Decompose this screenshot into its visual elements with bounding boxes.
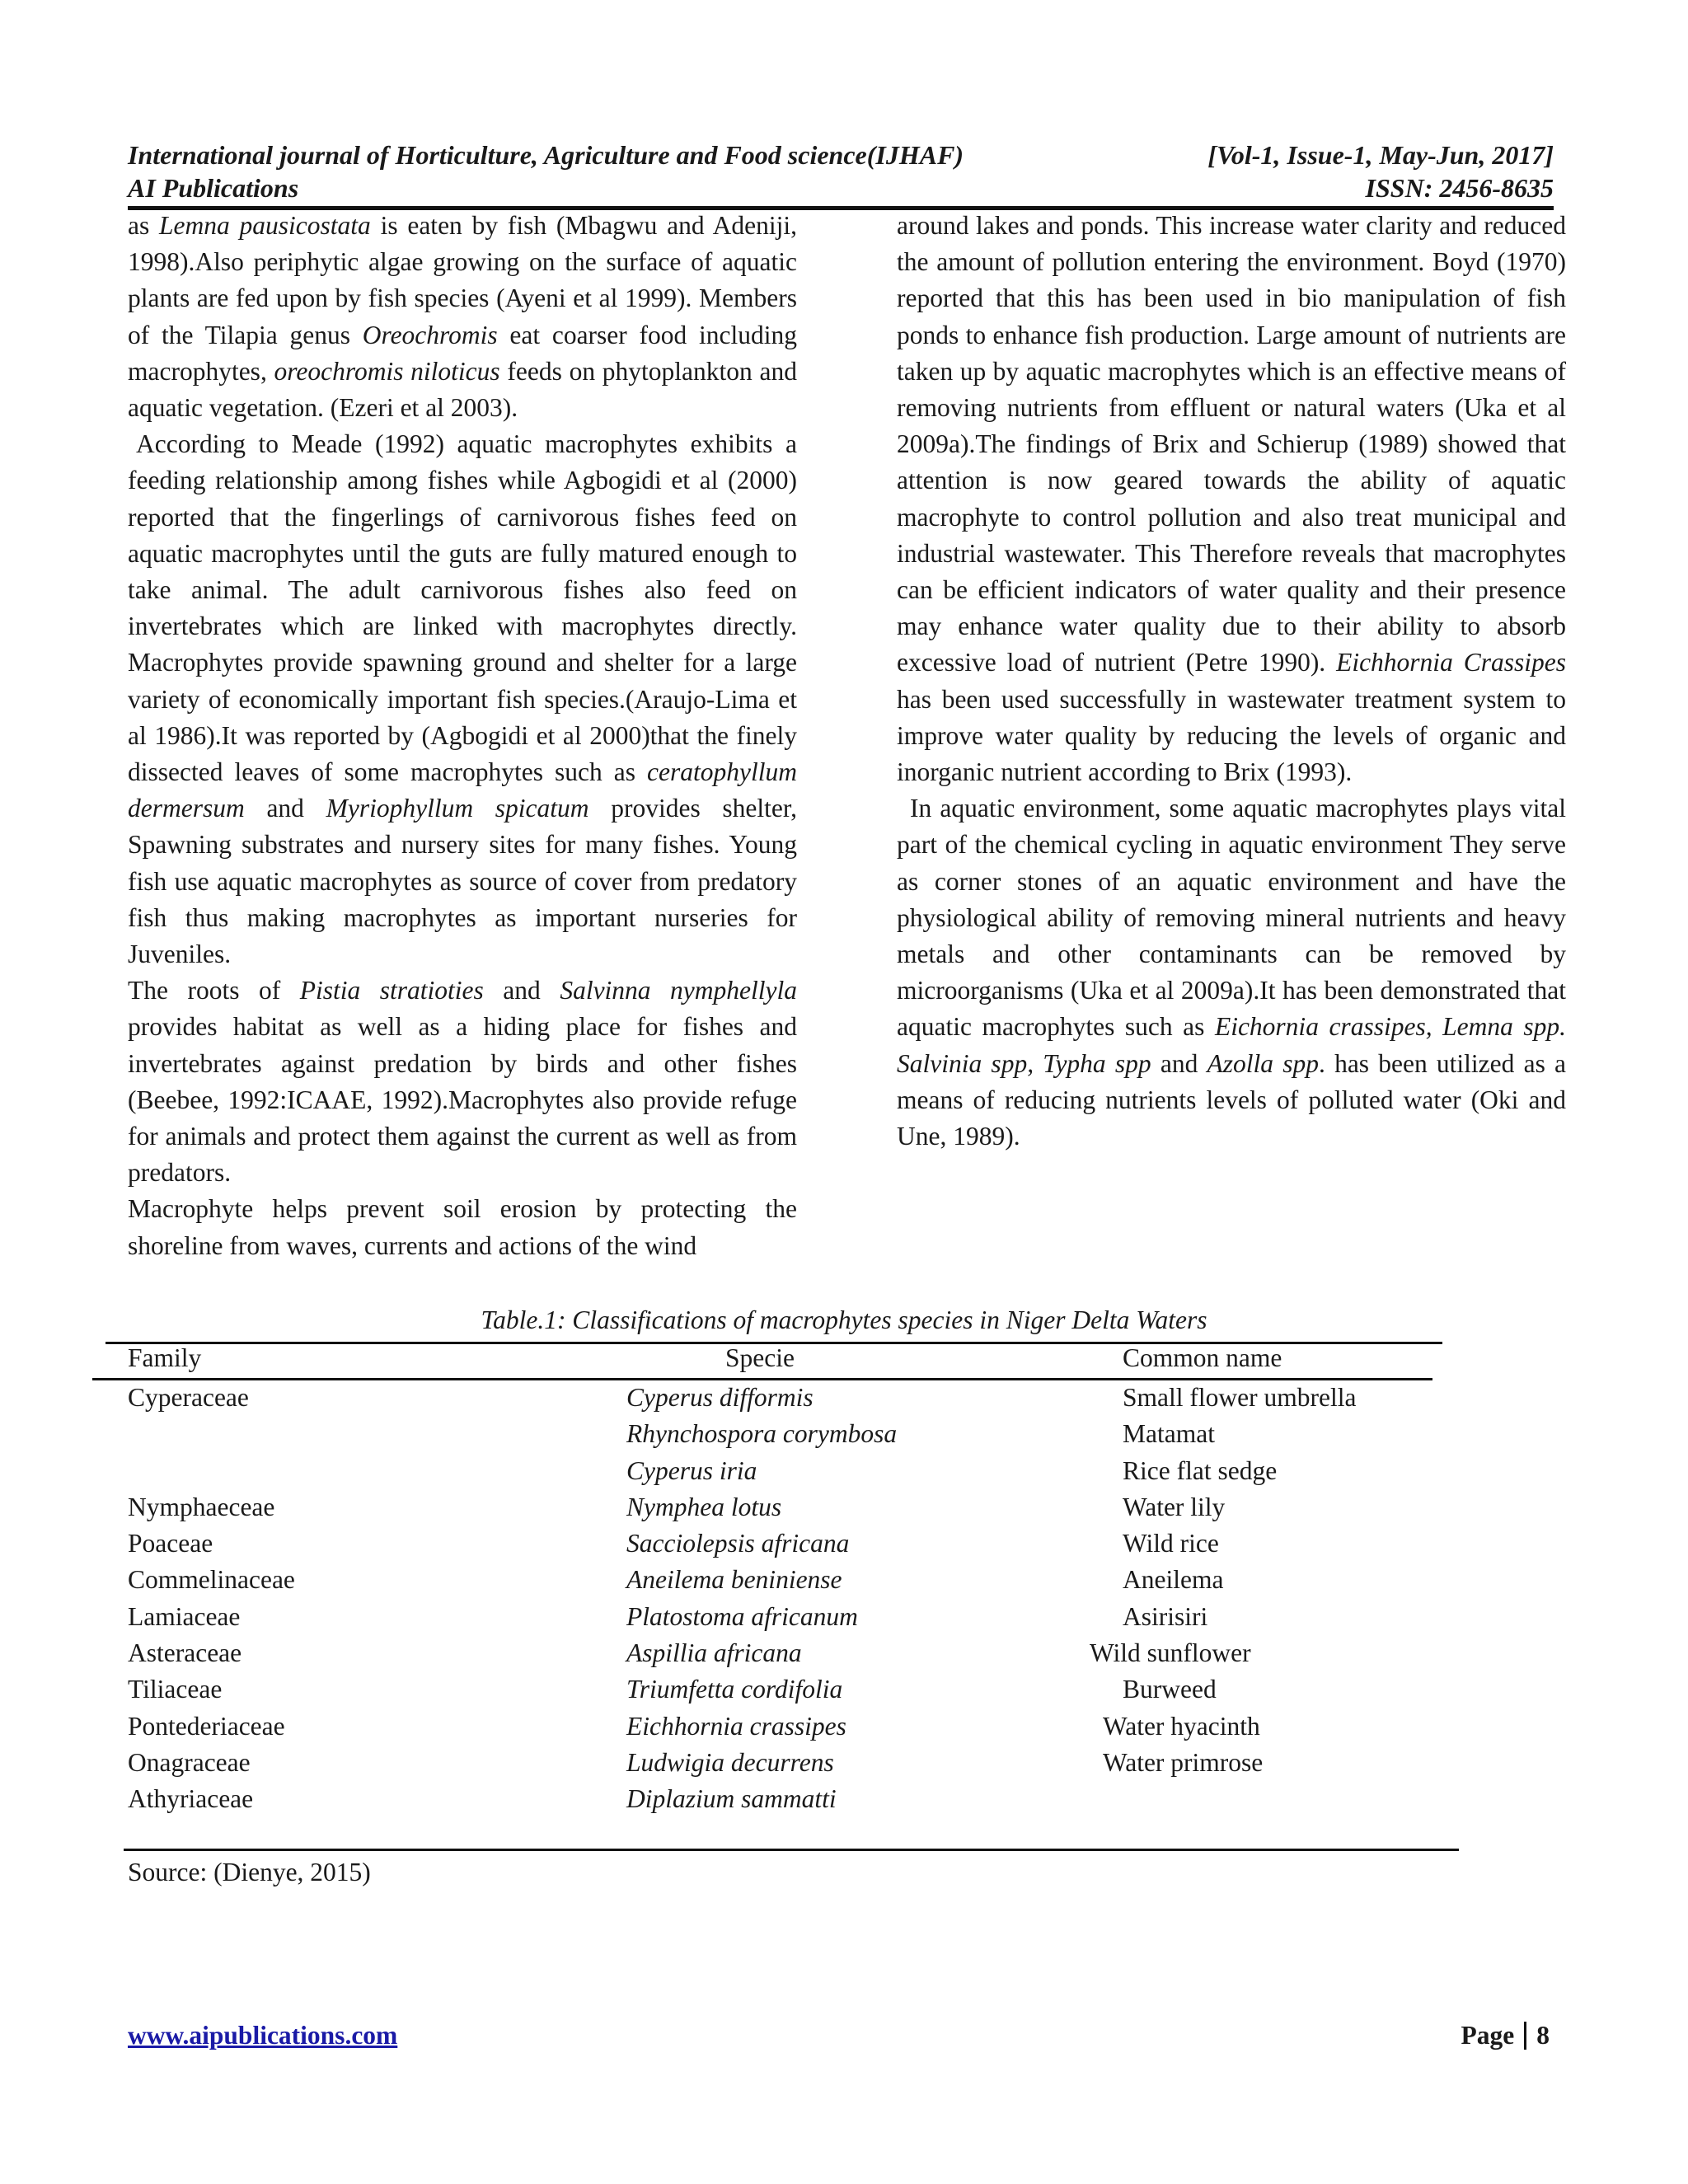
page-separator [1524, 2022, 1526, 2050]
left-paragraph-1: as Lemna pausicostata is eaten by fish (Mbagwu and Adeniji, 1998).Also periphytic algae growing on the surface of aquatic plants are fed upon by fish species (Ayeni et al 1999). Members of the Tilapia genus Oreochromis eat coarser food including macrophytes, oreochromis niloticus feeds on phytoplankton and aquatic vegetation. (Ezeri et al 2003). [128, 211, 797, 423]
left-text-column [128, 208, 797, 1264]
table-caption: Table.1: Classifications of macrophytes species in Niger Delta Waters [481, 1305, 1207, 1334]
running-header [128, 138, 1554, 210]
table-row: Onagraceae Ludwigia decurrens Water primrose [128, 1747, 1264, 1777]
table-row: Athyriaceae Diplazium sammatti [128, 1784, 837, 1814]
journal-title: International journal of Horticulture, Agriculture and Food science(IJHAF) [128, 140, 964, 170]
table-row: Poaceae Sacciolepsis africana Wild rice [128, 1529, 1219, 1558]
table-row: Pontederiaceae Eichhornia crassipes Water hyacinth [128, 1711, 1260, 1741]
header-specie: Specie [725, 1343, 795, 1372]
table-row: Asteraceae Aspillia africana Wild sunflower [128, 1638, 1251, 1668]
page-number [1461, 2019, 1550, 2052]
volume-issue: [Vol-1, Issue-1, May-Jun, 2017] [1207, 140, 1554, 170]
table-body [0, 1380, 1688, 1818]
table-row: Commelinaceae Aneilema beniniense Aneilema [128, 1565, 1224, 1595]
right-paragraph-2: In aquatic environment, some aquatic macrophytes plays vital part of the chemical cycling in aquatic environment They serve as corner stones of an aquatic environment and have the physiological ability of removing mineral nutrients and heavy metals and other contaminants can be removed by microorganisms (Uka et al 2009a).It has been demonstrated that aquatic macrophytes such as Eichornia crassipes, Lemna spp. Salvinia spp, Typha spp and Azolla spp. has been utilized as a means of reducing nutrients levels of polluted water (Oki and Une, 1989). [897, 794, 1567, 1151]
page-number-value: 8 [1536, 2021, 1550, 2050]
publisher-name: AI Publications [128, 173, 299, 203]
header-family: Family [128, 1343, 202, 1372]
left-paragraph-3: The roots of Pistia stratioties and Salvinna nymphellyla provides habitat as well as a hiding place for fishes and invertebrates against predation by birds and other fishes (Beebee, 1992:ICAAE, 1992).Macrophytes also provide refuge for animals and protect them against the current as well as from predators. [128, 976, 798, 1188]
table-row: Tiliaceae Triumfetta cordifolia Burweed [128, 1675, 1217, 1704]
left-paragraph-2: According to Meade (1992) aquatic macrophytes exhibits a feeding relationship among fishes while Agbogidi et al (2000) reported that the fingerlings of carnivorous fishes feed on aquatic macrophytes until the guts are fully matured enough to take animal. The adult carnivorous fishes also feed on invertebrates which are linked with macrophytes directly. Macrophytes provide spawning ground and shelter for a large variety of economically important fish species.(Araujo-Lima et al 1986).It was reported by (Agbogidi et al 2000)that the finely dissected leaves of some macrophytes such as ceratophyllum dermersum and Myriophyllum spicatum provides shelter, Spawning substrates and nursery sites for many fishes. Young fish use aquatic macrophytes as source of cover from predatory fish thus making macrophytes as important nurseries for Juveniles. [128, 429, 797, 969]
table-row: Nymphaeceae Nymphea lotus Water lily [128, 1492, 1226, 1521]
table-row: Cyperus iria Rice flat sedge [626, 1455, 1278, 1485]
right-text-column [897, 208, 1566, 1155]
table-row: Cyperaceae Cyperus difformis Small flower umbrella [128, 1383, 1357, 1412]
left-paragraph-4: Macrophyte helps prevent soil erosion by protecting the shoreline from waves, currents and actions of the wind [128, 1194, 797, 1260]
issn-number: ISSN: 2456-8635 [1365, 173, 1554, 203]
table-source: Source: (Dienye, 2015) [128, 1858, 371, 1886]
table-bottom-rule [124, 1849, 1459, 1851]
table-row: Rhynchospora corymbosa Matamat [626, 1419, 1215, 1449]
header-common-name: Common name [1123, 1343, 1282, 1372]
table-header-row [0, 1342, 1688, 1375]
table-row: Lamiaceae Platostoma africanum Asirisiri [128, 1601, 1208, 1631]
website-link[interactable]: www.aipublications.com [128, 2021, 398, 2050]
right-paragraph-1: around lakes and ponds. This increase water clarity and reduced the amount of pollution entering the environment. Boyd (1970) reported that this has been used in bio manipulation of fish ponds to enhance fish production. Large amount of nutrients are taken up by aquatic macrophytes which is an effective means of removing nutrients from effluent or natural waters (Uka et al 2009a).The findings of Brix and Schierup (1989) showed that attention is now geared towards the ability of aquatic macrophyte to control pollution and also treat municipal and industrial wastewater. This Therefore reveals that macrophytes can be efficient indicators of water quality and their presence may enhance water quality due to their ability to absorb excessive load of nutrient (Petre 1990). Eichhornia Crassipes has been used successfully in wastewater treatment system to improve water quality by reducing the levels of organic and inorganic nutrient according to Brix (1993). [897, 211, 1566, 787]
page-label: Page [1461, 2021, 1515, 2050]
